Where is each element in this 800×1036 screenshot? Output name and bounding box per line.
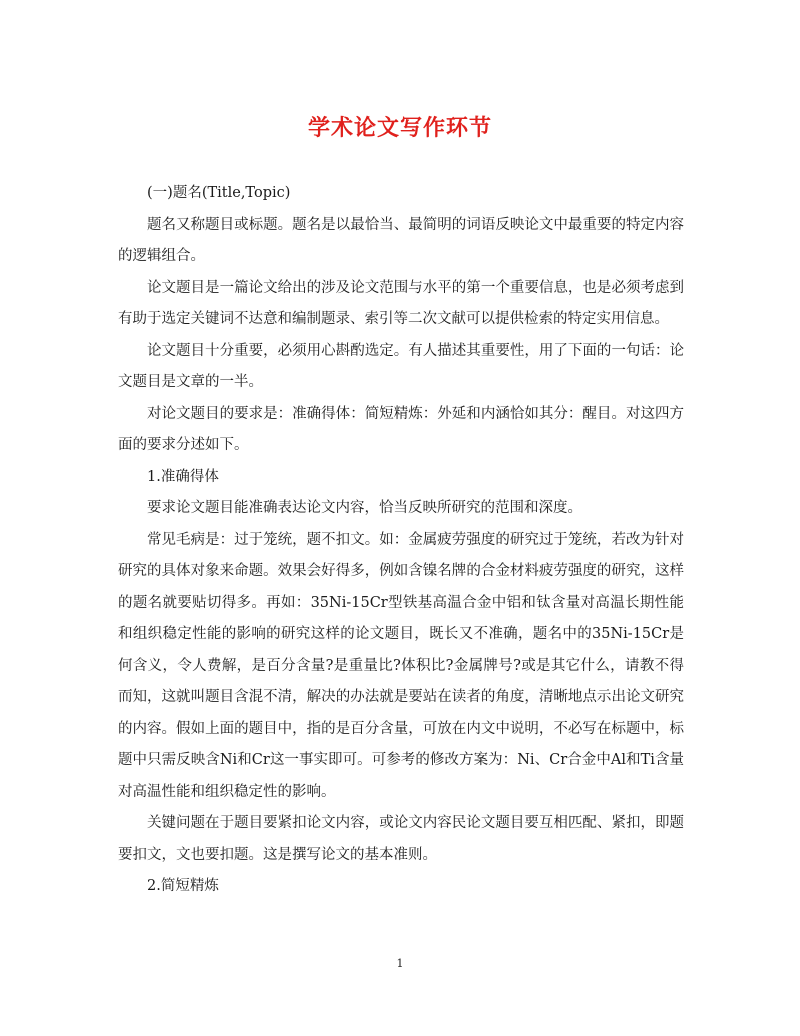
- paragraph: 要求论文题目能准确表达论文内容，恰当反映所研究的范围和深度。: [147, 500, 582, 516]
- paragraph: 论文题目十分重要，必须用心斟酌选定。有人描述其重要性，用了下面的一句话：论文题目是文章的一半。: [118, 342, 684, 390]
- paragraph: 常见毛病是：过于笼统，题不扣文。如：金属疲劳强度的研究过于笼统，若改为针对研究的具体对象来命题。效果会好得多，例如含镍名牌的合金材料疲劳强度的研究，这样的题名就要贴切得多。再如：35Ni-15Cr型铁基高温合金中铝和钛含量对高温长期性能和组织稳定性能的影响的研究这样的论文题目，既长又不准确，题名中的35Ni-15Cr是何含义，令人费解，是百分含量?是重量比?体积比?金属牌号?或是其它什么，请教不得而知，这就叫题目含混不清，解决的办法就是要站在读者的角度，清晰地点示出论文研究的内容。假如上面的题目中，指的是百分含量，可放在内文中说明，不必写在标题中，标题中只需反映含Ni和Cr这一事实即可。可参考的修改方案为：Ni、Cr合金中Al和Ti含量对高温性能和组织稳定性的影响。: [118, 531, 684, 800]
- page-number: 1: [396, 957, 404, 970]
- section-heading-title-topic: (一)题名(Title,Topic): [147, 185, 291, 201]
- paragraph: 对论文题目的要求是：准确得体：简短精炼：外延和内涵恰如其分：醒目。对这四方面的要求分述如下。: [118, 405, 684, 453]
- paragraph: 论文题目是一篇论文给出的涉及论文范围与水平的第一个重要信息，也是必须考虑到有助于选定关键词不达意和编制题录、索引等二次文献可以提供检索的特定实用信息。: [118, 279, 684, 327]
- document-title: 学术论文写作环节: [307, 115, 492, 141]
- paragraph: 关键问题在于题目要紧扣论文内容，或论文内容民论文题目要互相匹配、紧扣，即题要扣文，文也要扣题。这是撰写论文的基本准则。: [118, 815, 684, 863]
- subheading-concise: 2.简短精炼: [147, 878, 219, 894]
- document-body: [118, 178, 684, 903]
- subheading-accurate: 1.准确得体: [147, 468, 219, 485]
- paragraph: 题名又称题目或标题。题名是以最恰当、最简明的词语反映论文中最重要的特定内容的逻辑组合。: [118, 216, 684, 264]
